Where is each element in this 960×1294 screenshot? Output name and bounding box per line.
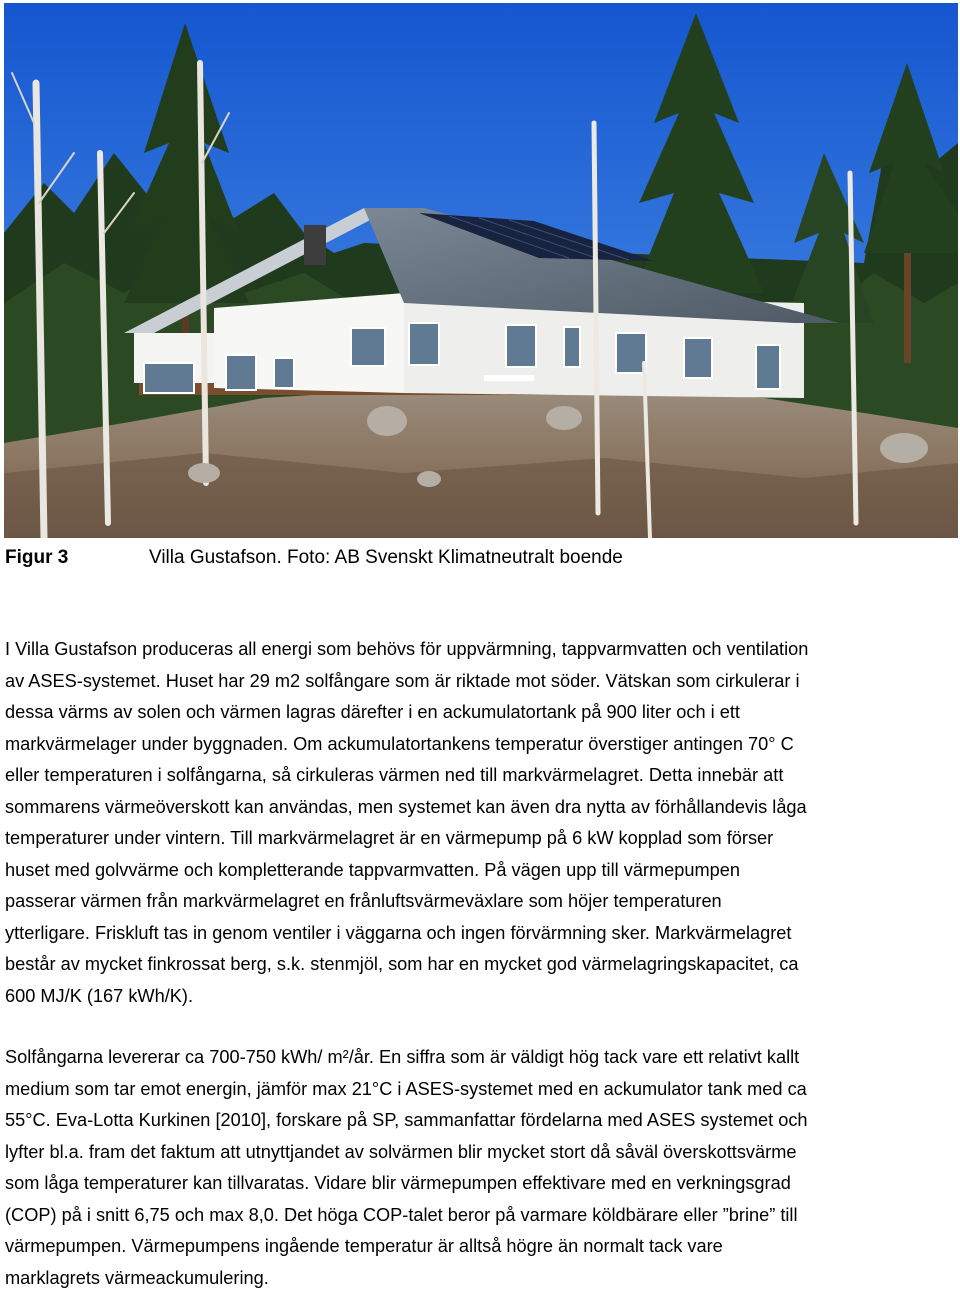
text-line: sommarens värmeöverskott kan användas, men systemet kan även dra nytta av förhållandevis låga <box>5 792 940 824</box>
text-line: 600 MJ/K (167 kWh/K). <box>5 981 940 1013</box>
text-line: eller temperaturen i solfångarna, så cirkuleras värmen ned till markvärmelagret. Detta innebär att <box>5 760 940 792</box>
figure-label: Figur 3 <box>5 544 68 572</box>
text-line: består av mycket finkrossat berg, s.k. stenmjöl, som har en mycket god värmelagringskapacitet, ca <box>5 949 940 981</box>
paragraph-ases-description <box>5 634 940 1012</box>
text-line: som låga temperaturer kan tillvaratas. Vidare blir värmepumpen effektivare med en verkningsgrad <box>5 1168 940 1200</box>
house-photo <box>4 3 958 538</box>
text-line: dessa värms av solen och värmen lagras därefter i en ackumulatortank på 900 liter och i ett <box>5 697 940 729</box>
house-photo-illustration <box>4 3 958 538</box>
text-line: värmepumpen. Värmepumpens ingående temperatur är alltså högre än normalt tack vare <box>5 1231 940 1263</box>
figure-caption <box>5 544 950 572</box>
text-line: ytterligare. Friskluft tas in genom ventiler i väggarna och ingen förvärmning sker. Markvärmelagret <box>5 918 940 950</box>
text-line: av ASES-systemet. Huset har 29 m2 solfångare som är riktade mot söder. Vätskan som cirkulerar i <box>5 666 940 698</box>
text-line: temperaturer under vintern. Till markvärmelagret är en värmepump på 6 kW kopplad som förser <box>5 823 940 855</box>
chimney <box>304 225 326 265</box>
text-line: lyfter bl.a. fram det faktum att utnyttjandet av solvärmen blir mycket stort då såväl överskottsvärme <box>5 1137 940 1169</box>
text-line: marklagrets värmeackumulering. <box>5 1263 940 1294</box>
text-line: (COP) på i snitt 6,75 och max 8,0. Det höga COP-talet beror på varmare köldbärare eller ”brine” till <box>5 1200 940 1232</box>
text-line: huset med golvvärme och kompletterande tappvarmvatten. På vägen upp till värmepumpen <box>5 855 940 887</box>
text-line: medium som tar emot energin, jämför max 21°C i ASES-systemet med en ackumulator tank med ca <box>5 1074 940 1106</box>
text-line: markvärmelager under byggnaden. Om ackumulatortankens temperatur överstiger antingen 70° C <box>5 729 940 761</box>
text-line: 55°C. Eva-Lotta Kurkinen [2010], forskare på SP, sammanfattar fördelarna med ASES systemet och <box>5 1105 940 1137</box>
text-line: Solfångarna levererar ca 700-750 kWh/ m²/år. En siffra som är väldigt hög tack vare ett relativt kallt <box>5 1042 940 1074</box>
paragraph-solar-collectors <box>5 1042 940 1294</box>
text-line: I Villa Gustafson produceras all energi som behövs för uppvärmning, tappvarmvatten och ventilation <box>5 634 940 666</box>
figure-caption-text: Villa Gustafson. Foto: AB Svenskt Klimatneutralt boende <box>149 544 623 572</box>
text-line: passerar värmen från markvärmelagret en frånluftsvärmeväxlare som höjer temperaturen <box>5 886 940 918</box>
